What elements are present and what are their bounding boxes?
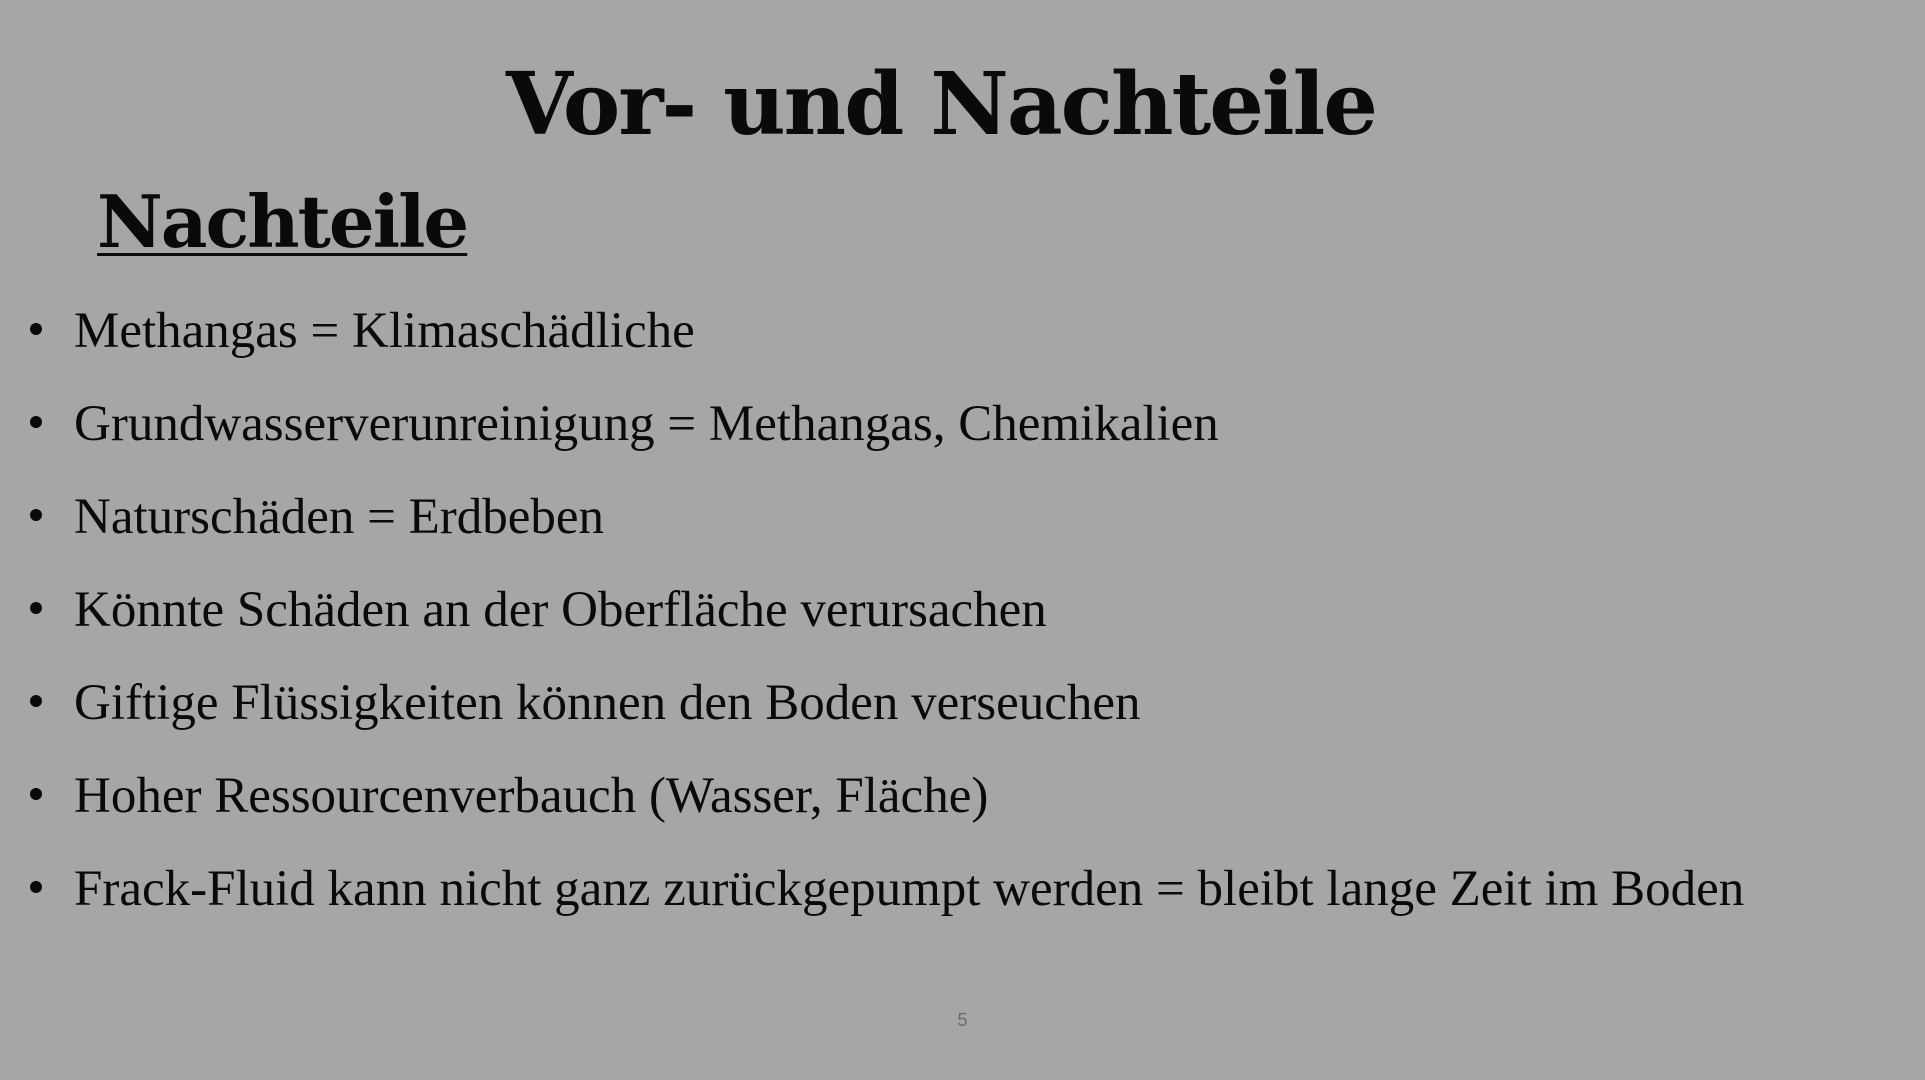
bullet-icon (30, 416, 42, 428)
bullet-text: Naturschäden = Erdbeben (74, 489, 605, 545)
bullet-icon (30, 881, 42, 893)
section-heading: Nachteile (97, 179, 468, 264)
bullet-text: Frack-Fluid kann nicht ganz zurückgepumpt werden = bleibt lange Zeit im Boden (74, 861, 1745, 917)
bullet-text: Methangas = Klimaschädliche (74, 303, 695, 359)
bullet-text: Giftige Flüssigkeiten können den Boden verseuchen (74, 675, 1141, 731)
slide-title: Vor- und Nachteile (506, 54, 1376, 155)
bullet-icon (30, 788, 42, 800)
bullet-text: Könnte Schäden an der Oberfläche verursachen (74, 582, 1047, 638)
page-number: 5 (957, 1010, 968, 1030)
bullet-icon (30, 695, 42, 707)
bullet-icon (30, 323, 42, 335)
bullet-icon (30, 509, 42, 521)
bullet-text: Grundwasserverunreinigung = Methangas, Chemikalien (74, 396, 1219, 452)
bullet-text: Hoher Ressourcenverbauch (Wasser, Fläche) (74, 768, 989, 824)
bullet-icon (30, 602, 42, 614)
